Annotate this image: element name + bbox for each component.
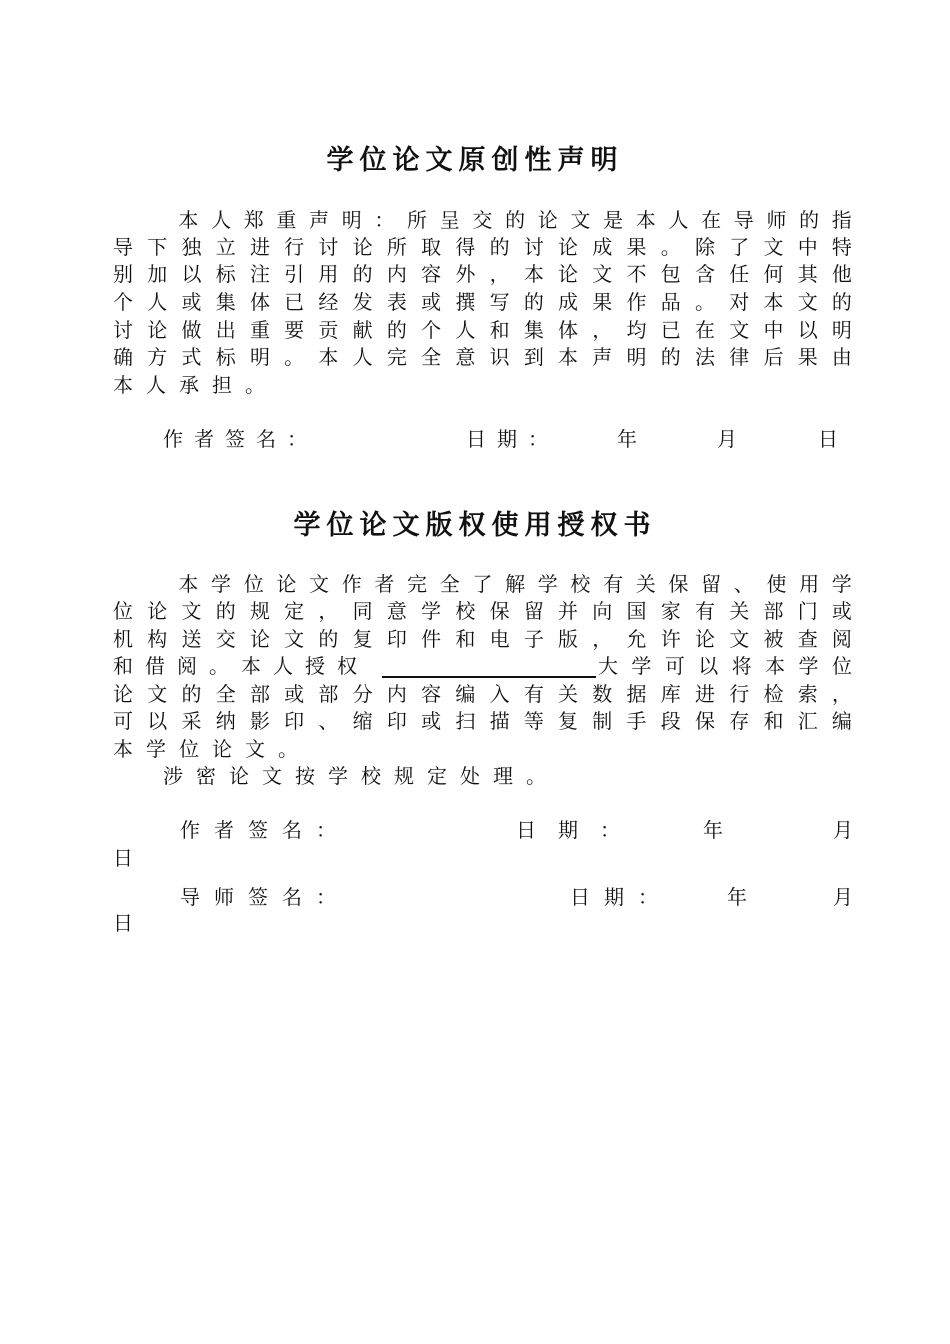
author-signature-label: 作者签名： bbox=[180, 818, 350, 842]
supervisor-signature-label: 导师签名： bbox=[180, 885, 350, 909]
authorization-line: 本 学 位 论 文 作 者 完 全 了 解 学 校 有 关 保 留 、 使 用 学 bbox=[178, 572, 852, 596]
authorization-last-line: 本学位论文。 bbox=[113, 737, 311, 761]
authorization-line: 论 文 的 全 部 或 部 分 内 容 编 入 有 关 数 据 库 进 行 检 索 ， bbox=[113, 682, 852, 706]
authorization-line: 机 构 送 交 论 文 的 复 印 件 和 电 子 版 ， 允 许 论 文 被 查 阅 bbox=[113, 627, 852, 651]
supervisor-year-label: 年 bbox=[727, 885, 758, 909]
declaration-line: 本 人 郑 重 声 明 ： 所 呈 交 的 论 文 是 本 人 在 导 师 的 指 bbox=[178, 208, 852, 232]
declaration-year-label: 年 bbox=[617, 427, 648, 451]
authorization-line: 可 以 采 纳 影 印 、 缩 印 或 扫 描 等 复 制 手 段 保 存 和 汇 编 bbox=[113, 709, 852, 733]
declaration-title: 学位论文原创性声明 bbox=[326, 145, 624, 176]
authorization-line4-suffix: 大 学 可 以 将 本 学 位 bbox=[598, 654, 852, 678]
declaration-day-label: 日 bbox=[818, 427, 849, 451]
supervisor-month-label: 月 bbox=[833, 885, 864, 909]
declaration-signature-label: 作者签名： bbox=[163, 427, 318, 451]
author-year-label: 年 bbox=[703, 818, 734, 842]
declaration-line: 讨 论 做 出 重 要 贡 献 的 个 人 和 集 体 ， 均 已 在 文 中 以 明 bbox=[113, 318, 852, 342]
authorization-line: 位 论 文 的 规 定 ， 同 意 学 校 保 留 并 向 国 家 有 关 部 门 或 bbox=[113, 599, 852, 623]
university-name-blank[interactable] bbox=[382, 676, 596, 678]
declaration-line: 导 下 独 立 进 行 讨 论 所 取 得 的 讨 论 成 果 。 除 了 文 中 特 bbox=[113, 235, 852, 259]
declaration-last-line: 本人承担。 bbox=[113, 373, 278, 397]
authorization-line4-prefix: 和借阅。本人授权 bbox=[113, 654, 369, 678]
author-date-label: 日期： bbox=[516, 818, 642, 842]
declaration-line: 个 人 或 集 体 已 经 发 表 或 撰 写 的 成 果 作 品 。 对 本 文 的 bbox=[113, 290, 852, 314]
author-month-label: 月 bbox=[833, 818, 864, 842]
supervisor-date-label: 日期： bbox=[570, 885, 672, 909]
author-day-label: 日 bbox=[113, 846, 144, 870]
declaration-month-label: 月 bbox=[717, 427, 748, 451]
secret-thesis-note: 涉密论文按学校规定处理。 bbox=[163, 764, 559, 788]
declaration-line: 确 方 式 标 明 。 本 人 完 全 意 识 到 本 声 明 的 法 律 后 果 由 bbox=[113, 345, 852, 369]
declaration-date-label: 日期： bbox=[466, 427, 559, 451]
authorization-title: 学位论文版权使用授权书 bbox=[293, 510, 657, 541]
declaration-line: 别 加 以 标 注 引 用 的 内 容 外 ， 本 论 文 不 包 含 任 何 其 他 bbox=[113, 262, 852, 286]
supervisor-day-label: 日 bbox=[113, 911, 144, 935]
